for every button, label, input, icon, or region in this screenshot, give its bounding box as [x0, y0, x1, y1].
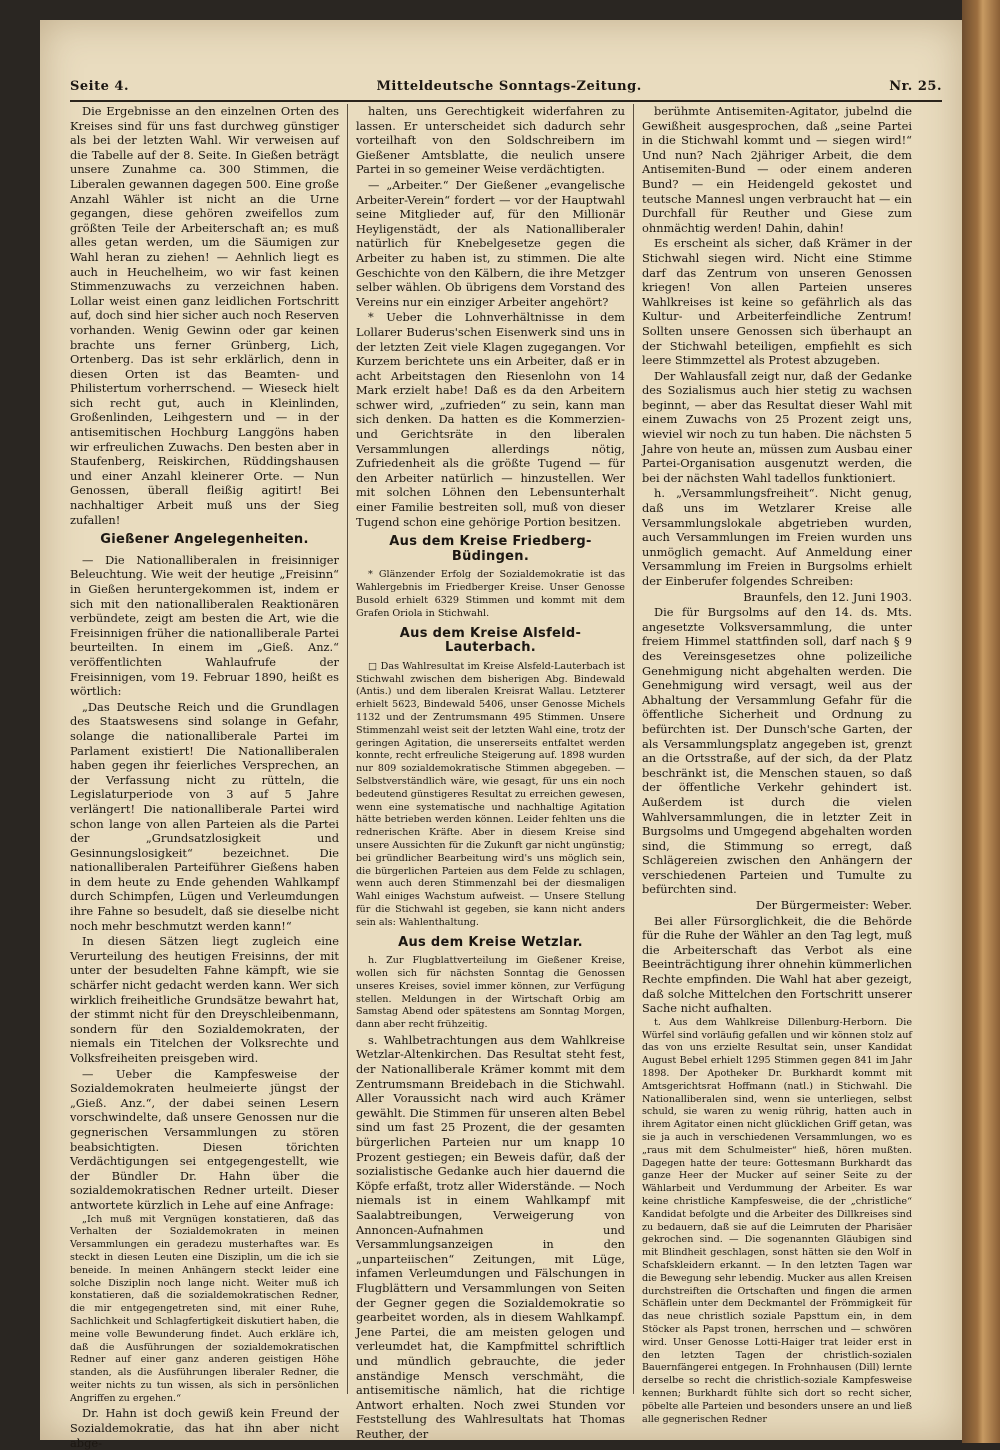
- article-columns: [62, 104, 946, 1450]
- newspaper-page: [40, 20, 962, 1450]
- paragraph: Die Ergebnisse an den einzelnen Orten des Kreises sind für uns fast durchweg günstiger als bei der letzten Wahl. Wir verweisen auf die Tabelle auf der 8. Seite. In Gießen beträgt unsere Zunahme ca. 300 Stimmen, die Liberalen gewannen dagegen 500. Eine große Anzahl Wähler ist nicht an die Urne gegangen, diese gehören zweifellos zum größten Teile der Arbeiterschaft an; es muß alles getan werden, um die Säumigen zur Wahl heran zu ziehen! — Aehnlich liegt es auch in Heuchelheim, wo wir fast keinen Stimmenzuwachs zu verzeichnen haben. Lollar weist einen ganz leidlichen Fortschritt auf, doch sind hier sicher auch noch Reserven vorhanden. Wenig Gewinn oder gar keinen brachte uns ferner Grünberg, Lich, Ortenberg. Das ist sehr erklärlich, denn in diesen Orten ist das Beamten- und Philistertum vorherrschend. — Wieseck hielt sich recht gut, auch in Kleinlinden, Großenlinden, Leihgestern und — in der antisemitischen Hochburg Langgöns haben wir erfreulichen Zuwachs. Den besten aber in Staufenberg, Reiskirchen, Rüddingshausen und einer Anzahl kleinerer Orte. — Nun Genossen, überall fleißig agitirt! Bei nachhaltiger Arbeit muß uns der Sieg zufallen!: [70, 104, 339, 527]
- paragraph: h. Zur Flugblattverteilung im Gießener Kreise, wollen sich für nächsten Sonntag die Genossen unseres Kreises, soviel immer können, zur Verfügung stellen. Meldungen in der Wirtschaft Orbig am Samstag Abend oder spätestens am Sonntag Morgen, dann aber recht frühzeitig.: [356, 955, 625, 1031]
- paragraph: berühmte Antisemiten-Agitator, jubelnd die Gewißheit ausgesprochen, daß „seine Partei in die Stichwahl kommt und — siegen wird!“ Und nun? Nach 2jähriger Arbeit, die dem Antisemiten-Bund — oder einem anderen Bund? — ein Heidengeld gekostet und teutsche Mannesl ungen verbraucht hat — ein Durchfall für Reuther und Giese zum ohnmächtig werden! Dahin, dahin!: [642, 104, 912, 235]
- paragraph: — Die Nationalliberalen in freisinniger Beleuchtung. Wie weit der heutige „Freisinn“ in Gießen heruntergekommen ist, indem er sich mit den nationalliberalen Reaktionären verbündete, zeigt am besten die Art, wie die Freisinnigen früher die nationalliberale Partei beurteilten. In einem im „Gieß. Anz.“ veröffentlichten Wahlaufrufe der Freisinnigen, vom 19. Februar 1890, heißt es wörtlich:: [70, 552, 339, 699]
- paragraph: „Das Deutsche Reich und die Grundlagen des Staatswesens sind solange in Gefahr, solange die nationalliberale Partei im Parlament existiert! Die Nationalliberalen haben gegen ihr feierliches Versprechen, an der Verfassung nicht zu rütteln, die Legislaturperiode von 3 auf 5 Jahre verlängert! Die nationalliberale Partei wird schon lange von allen Parteien als die Partei der „Grundsatzlosigkeit und Gesinnungslosigkeit“ bezeichnet. Die nationalliberalen Parteiführer Gießens haben in dem heute zu Ende gehenden Wahlkampf durch Schimpfen, Lügen und Verleumdungen ihre Fahne so besudelt, daß sie dieselbe nicht noch mehr beschmutzt werden kann!“: [70, 699, 339, 933]
- paragraph: Es erscheint als sicher, daß Krämer in der Stichwahl siegen wird. Nicht eine Stimme darf das Zentrum von unseren Genossen kriegen! Von allen Parteien unseres Wahlkreises ist keine so gefährlich als das Kultur- und Arbeiterfeindliche Zentrum! Sollten unsere Genossen sich überhaupt an der Stichwahl beteiligen, empfiehlt es sich leere Stimmzettel als Protest abzugeben.: [642, 236, 912, 368]
- issue-number: Nr. 25.: [889, 78, 942, 94]
- book-spine: [962, 0, 1000, 1443]
- letter-date: Braunfels, den 12. Juni 1903.: [743, 589, 912, 604]
- paragraph: t. Aus dem Wahlkreise Dillenburg-Herborn. Die Würfel sind vorläufig gefallen und wir können stolz auf das von uns erzielte Resultat sein, unser Kandidat August Bebel erhielt 1295 Stimmen gegen 841 im Jahr 1898. Der Apotheker Dr. Burkhardt kommt mit Amtsgerichtsrat Hoffmann (natl.) in Stichwahl. Die Nationalliberalen sind, wenn sie unterliegen, selbst schuld, sie waren zu wenig rührig, hatten auch in ihrem Agitator einen nicht glücklichen Griff getan, was sie ja auch in verschiedenen Versammlungen, wo es „raus mit dem Schulmeister“ hieß, hören mußten. Dagegen hatte der teure: Gottesmann Burkhardt das ganze Heer der Mucker auf seiner Seite zu der Wählarbeit und Verdummung der Arbeiter. Es war keine christliche Kampfesweise, die der „christliche“ Kandidat befolgte und die Arbeiter des Dillkreises sind zu bedauern, daß sie auf die Leimruten der Pharisäer gekrochen sind. — Die sogenannten Gläubigen sind mit Blindheit geschlagen, sonst hätten sie den Wolf in Schafskleidern erkannt. — In den letzten Tagen war die Bewegung sehr lebendig. Mucker aus allen Kreisen durchstreiften die Ortschaften und fingen die armen Schäflein unter dem Deckmantel der Frömmigkeit für das neue christlich soziale Papsttum ein, in dem Stöcker als Papst tronen, herrschen und — schwören wird. Unser Genosse Lotti-Haiger trat leider erst in den letzten Tagen der christlich-sozialen Bauernfängerei entgegen. In Frohnhausen (Dill) lernte derselbe so recht die christlich-soziale Kampfesweise kennen; Burkhardt fühlte sich dort so recht sicher, pöbelte alle Parteien und besonders unsere an und ließ alle gegnerischen Redner: [642, 1016, 912, 1425]
- paragraph: In diesen Sätzen liegt zugleich eine Verurteilung des heutigen Freisinns, der mit unter der besudelten Fahne kämpft, wie sie schärfer nicht gedacht werden kann. Wer sich wirklich freiheitliche Grundsätze bewahrt hat, der stimmt nicht für den Dreyschleibenmann, sondern für den Sozialdemokraten, der niemals ein Titelchen der Volksrechte und Volksfreiheiten preisgeben wird.: [70, 934, 339, 1065]
- paragraph: * Ueber die Lohnverhältnisse in dem Lollarer Buderus'schen Eisenwerk sind uns in der letzten Zeit viele Klagen zugegangen. Vor Kurzem berichtete uns ein Arbeiter, daß er in acht Arbeitstagen den Riesenlohn von 14 Mark erzielt habe! Daß es da den Arbeitern schwer wird, „zufrieden“ zu sein, kann man sich denken. Da hatten es die Kommerzien- und Gerichtsräte in den liberalen Versammlungen allerdings nötig, Zufriedenheit als die größte Tugend — für den Arbeiter natürlich — hinzustellen. Wer mit solchen Löhnen den Lebensunterhalt einer Familie bestreiten soll, muß von dieser Tugend schon eine gehörige Portion besitzen.: [356, 310, 625, 529]
- column-1: [62, 104, 348, 1450]
- section-heading: Aus dem Kreise Wetzlar.: [398, 934, 583, 950]
- page-header: [70, 74, 942, 98]
- letter-signature: Der Bürgermeister: Weber.: [755, 898, 912, 913]
- paragraph: * Glänzender Erfolg der Sozialdemokratie ist das Wahlergebnis im Friedberger Kreise. Unser Genosse Busold erhielt 6329 Stimmen und kommt mit dem Grafen Oriola in Stichwahl.: [356, 569, 625, 619]
- section-heading: Aus dem Kreise Friedberg-Büdingen.: [389, 534, 592, 564]
- header-rule: [70, 100, 942, 102]
- paragraph: halten, uns Gerechtigkeit widerfahren zu lassen. Er unterscheidet sich dadurch sehr vorteilhaft von den Soldschreibern im Gießener Amtsblatte, die neulich unsere Partei in so gemeiner Weise verdächtigten.: [356, 104, 625, 177]
- page-number: Seite 4.: [70, 78, 129, 94]
- paragraph: Der Wahlausfall zeigt nur, daß der Gedanke des Sozialismus auch hier stetig zu wachsen beginnt, — aber das Resultat dieser Wahl mit einem Zuwachs von 25 Prozent zeigt uns, wieviel wir noch zu tun haben. Die nächsten 5 Jahre von heute an, müssen zum Ausbau einer Partei-Organisation ausgenutzt werden, die bei der nächsten Wahl tadellos funktioniert.: [642, 368, 912, 485]
- paragraph: Dr. Hahn ist doch gewiß kein Freund der Sozialdemokratie, das hat ihn aber nicht abge-: [70, 1406, 339, 1450]
- newspaper-title: Mitteldeutsche Sonntags-Zeitung.: [376, 78, 642, 94]
- paragraph: h. „Versammlungsfreiheit“. Nicht genug, daß uns im Wetzlarer Kreise alle Versammlungslokale abgetrieben wurden, auch Versammlungen im Freien wurden uns unmöglich gemacht. Auf Anmeldung einer Versammlung im Freien in Burgsolms erhielt der Einberufer folgendes Schreiben:: [642, 486, 912, 588]
- paragraph: — Ueber die Kampfesweise der Sozialdemokraten heulmeierte jüngst der „Gieß. Anz.“, der dabei seinen Lesern vorschwindelte, daß unsere Genossen nur die gegnerischen Versammlungen zu stören beabsichtigten. Diesen törichten Verdächtigungen sei entgegengestellt, wie der Bündler Dr. Hahn über die sozialdemokratischen Redner urteilt. Dieser antwortete kürzlich in Lehe auf eine Anfrage:: [70, 1066, 339, 1212]
- column-3: [634, 104, 920, 1425]
- paragraph: s. Wahlbetrachtungen aus dem Wahlkreise Wetzlar-Altenkirchen. Das Resultat steht fest, der Nationalliberale Krämer kommt mit dem Zentrumsmann Breidebach in die Stichwahl. Aller Voraussicht nach wird auch Krämer gewählt. Die Stimmen für unseren alten Bebel sind um fast 25 Prozent, die der gesamten bürgerlichen Parteien nur um knapp 10 Prozent gestiegen; ein Beweis dafür, daß der sozialistische Gedanke auch hier dauernd die Köpfe erfaßt, trotz aller Widerstände. — Noch niemals ist in einem Wahlkampf mit Saalabtreibungen, Verweigerung von Annoncen-Aufnahmen und Versammlungsanzeigen in den „unparteiischen“ Zeitungen, mit Lüge, infamen Verleumdungen und Fälschungen in Flugblättern und Versammlungen von Seiten der Gegner gegen die Sozialdemokratie so gearbeitet worden, als in diesem Wahlkampf. Jene Partei, die am meisten gelogen und verleumdet hat, die Kampfmittel schriftlich und mündlich gebrauchte, die jeder anständige Mensch verschmäht, die antisemitische nämlich, hat die richtige Antwort erhalten. Noch zwei Stunden vor Feststellung des Wahlresultats hat Thomas Reuther, der: [356, 1032, 625, 1441]
- paragraph: □ Das Wahlresultat im Kreise Alsfeld-Lauterbach ist Stichwahl zwischen dem bisherigen Abg. Bindewald (Antis.) und dem liberalen Kreisrat Wallau. Letzterer erhielt 5623, Bindewald 5406, unser Genosse Michels 1132 und der Zentrumsmann 495 Stimmen. Unsere Stimmenzahl weist seit der letzten Wahl eine, trotz der geringen Agitation, die unsererseits entfaltet werden konnte, recht erfreuliche Steigerung auf. 1898 wurden nur 809 sozialdemokratische Stimmen abgegeben. — Selbstverständlich wäre, wie gesagt, für uns ein noch bedeutend günstigeres Resultat zu erreichen gewesen, wenn eine systematische und nachhaltige Agitation hätte betrieben werden können. Leider fehlten uns die rednerischen Kräfte. Aber in diesem Kreise sind unsere Aussichten für die Zukunft gar nicht ungünstig; bei gründlicher Bearbeitung wird's uns möglich sein, die bürgerlichen Parteien aus dem Felde zu schlagen, wenn auch deren Stimmenzahl bei der diesmaligen Wahl einiges Wachstum aufweist. — Unsere Stellung für die Stichwahl ist gegeben, sie kann nicht anders sein als: Wahlenthaltung.: [356, 660, 625, 928]
- letter-body: Die für Burgsolms auf den 14. ds. Mts. angesetzte Volksversammlung, die unter freiem Himmel stattfinden soll, darf nach § 9 des Vereinsgesetzes ohne polizeiliche Genehmigung nicht abgehalten werden. Die Genehmigung wird versagt, weil aus der Abhaltung der Versammlung Gefahr für die öffentliche Sicherheit und Ordnung zu befürchten ist. Der Dunsch'sche Garten, der als Versammlungsplatz angegeben ist, grenzt an die Ortsstraße, auf der sich, da der Platz beschränkt ist, die Menschen stauen, so daß der öffentliche Verkehr gehindert ist. Außerdem ist durch die vielen Wahlversammlungen, die in letzter Zeit in Burgsolms und Umgegend abgehalten worden sind, die Stimmung so erregt, daß Schlägereien zwischen den Anhängern der verschiedenen Parteien und Tumulte zu befürchten sind.: [642, 605, 912, 897]
- quote-paragraph: „Ich muß mit Vergnügen konstatieren, daß das Verhalten der Sozialdemokraten in meinen Versammlungen ein geradezu musterhaftes war. Es steckt in diesen Leuten eine Disziplin, um die ich sie beneide. In meinen Anhängern steckt leider eine solche Disziplin noch lange nicht. Weiter muß ich konstatieren, daß die sozialdemokratischen Redner, die mir entgegengetreten sind, mit einer Ruhe, Sachlichkeit und Schlagfertigkeit diskutiert haben, die meine volle Bewunderung findet. Auch erkläre ich, daß die Ausführungen der sozialdemokratischen Redner auf einer ganz anderen geistigen Höhe standen, als die Ausführungen liberaler Redner, die weiter nichts zu tun wissen, als sich in persönlichen Angriffen zu ergehen.“: [70, 1213, 339, 1404]
- section-heading: Aus dem Kreise Alsfeld-Lauterbach.: [399, 625, 582, 656]
- paragraph: Bei aller Fürsorglichkeit, die die Behörde für die Ruhe der Wähler an den Tag legt, muß die Arbeiterschaft das Verbot als eine Beeinträchtigung ihrer ohnehin kümmerlichen Rechte empfinden. Die Wahl hat aber gezeigt, daß solche Mittelchen den Fortschritt unserer Sache nicht aufhalten.: [642, 913, 912, 1016]
- section-heading: Gießener Angelegenheiten.: [100, 532, 309, 548]
- paragraph: — „Arbeiter.“ Der Gießener „evangelische Arbeiter-Verein“ fordert — vor der Hauptwahl seine Mitglieder auf, für den Millionär Heyligenstädt, der als Nationalliberaler natürlich für Knebelgesetze gegen die Arbeiter zu haben ist, zu stimmen. Die alte Geschichte von den Kälbern, die ihre Metzger selber wählen. Ob übrigens dem Vorstand des Vereins nur ein einziger Arbeiter angehört?: [356, 177, 625, 309]
- column-2: [348, 104, 634, 1441]
